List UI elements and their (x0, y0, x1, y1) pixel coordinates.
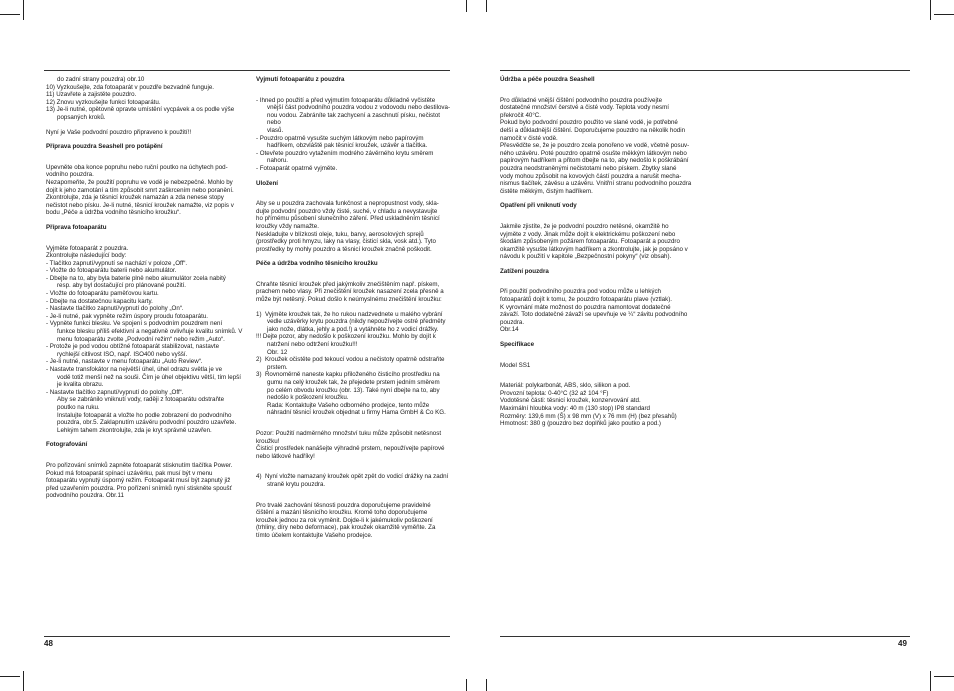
text-line: vyjměte z vody. Jinak může dojít k elektrickému poškození nebo (500, 230, 676, 238)
left-page-column-1 (46, 76, 246, 500)
text-line: fotoaparátů dojít k tomu, že pouzdro fotoaparátu plave (vztlak). (500, 296, 672, 304)
section-heading: Péče a údržba vodního těsnicího kroužku (256, 260, 378, 268)
page-number-left: 48 (44, 639, 53, 648)
spacer (256, 253, 452, 260)
text-line: Hmotnost: 380 g (pouzdro bez doplňků jako poutko a pod.) (500, 420, 661, 428)
left-page-column-2 (256, 76, 452, 540)
text-line: hadříkem, obzvláště pak těsnicí kroužek, uzávěr a tlačítka. (267, 142, 428, 150)
text-line: funkce blesku příliš efektivní a negativně ovlivňuje kvalitu snímků. V (57, 328, 243, 336)
text-line: Nezapomeňte, že použití popruhu ve vodě je nebezpečné. Mohlo by (46, 178, 233, 186)
text-line: fotoaparátu vypnutý úsporný režim. Fotoaparát musí být zapnutý již (46, 477, 231, 485)
text-line: - Pouzdro opatrně vysušte suchým látkovým nebo papírovým (256, 134, 424, 142)
text-line: okamžitě vysušte látkovým hadříkem a zkontrolujte, jak je popsáno v (500, 245, 688, 253)
crop-mark (486, 0, 487, 12)
text-line: nečistot nebo písku. Je-li nutné, těsnicí kroužek namažte, viz popis v (46, 201, 234, 209)
section-heading: Uložení (256, 179, 279, 187)
text-line: vedle uzávěrky krytu pouzdra (nikdy nepoužívejte ostré předměty (267, 318, 446, 326)
text-line: resp. aby byl dostačující pro plánované použití. (57, 282, 186, 290)
spacer (500, 275, 705, 288)
crop-mark (934, 14, 954, 15)
text-line: - Ihned po použití a před vyjmutím fotoaparátu důkladně vyčistěte (256, 96, 436, 104)
footer-rule (44, 636, 450, 637)
spacer (500, 210, 705, 223)
crop-mark (466, 0, 467, 12)
text-line: straně krytu pouzdra. (267, 480, 326, 488)
text-line: ho přímému působení slunečního záření. Před uskladněním těsnicí (256, 215, 440, 223)
text-line: vlasů. (267, 126, 284, 134)
crop-mark (0, 14, 20, 15)
text-line: ného uzávěru. Poté pouzdro opatrně osušte měkkým látkovým nebo (500, 149, 687, 157)
page-number-right: 49 (898, 639, 907, 648)
spacer (256, 187, 452, 200)
spacer (46, 232, 246, 245)
text-line: náhradní těsnicí kroužek objednat u firmy Hama GmbH & Co KG. (267, 409, 446, 417)
text-line: pouzdra, obr.5. Zaklapnutím uzávěru podvodní pouzdro uzavřete. (57, 419, 237, 427)
text-line: - Je-li nutné, nastavte v menu fotoaparátu „Auto Review“. (46, 358, 203, 366)
text-line: Maximální hloubka vody: 40 m (130 stop) IP8 standard (500, 405, 650, 412)
text-line: Lehkým tahem zkontrolujte, zda je kryt správně uzavřen. (57, 426, 212, 434)
text-line: rychlejší citlivost ISO, např. ISO400 nebo vyšší. (57, 350, 188, 358)
text-line: gumu na celý kroužek tak, že přejedete prstem jedním směrem (267, 379, 440, 386)
section-heading: Vyjmutí fotoaparátu z pouzdra (256, 76, 345, 83)
section-heading: Opatření při vniknutí vody (500, 202, 577, 210)
text-line: namočit v čisté vodě. (500, 134, 558, 142)
text-line: Pro důkladné vnější čištění podvodního pouzdra používejte (500, 96, 663, 104)
spacer (500, 261, 705, 268)
text-line: závaží. Toto dodatečné závaží se upevňuje ve ¼“ závitu podvodního (500, 311, 688, 319)
text-line: - Fotoaparát opatrně vyjměte. (256, 164, 338, 172)
text-line: Model SS1 (500, 361, 531, 369)
text-line: Pro pořizování snímků zapněte fotoaparát stisknutím tlačítka Power. (46, 461, 233, 469)
text-line: !!! Dejte pozor, aby nedošlo k poškození kroužku. Mohlo by dojít k (256, 333, 436, 341)
text-line: Vodotěsné části: těsnicí kroužek, konzervování atd. (500, 397, 641, 405)
crop-mark (486, 679, 487, 691)
crop-mark (23, 671, 24, 691)
text-line: delší a důkladnější čištění. Doporučujeme pouzdro na několik hodin (500, 126, 686, 134)
text-line: Přesvědčte se, že je pouzdro zcela ponořeno ve vodě, včetně posuv- (500, 142, 690, 150)
spacer (500, 349, 705, 362)
text-line: nedošlo k poškození kroužku. (267, 394, 349, 402)
section-heading: Zatížení pouzdra (500, 267, 549, 275)
text-line: - Otevřete pouzdro vytažením modrého závěrného krytu směrem (256, 149, 434, 157)
text-line: vodě totiž menší než na souši. Čím je úhel objektivu větší, tím lepší (57, 373, 241, 381)
crop-mark (466, 679, 467, 691)
spacer (256, 460, 452, 473)
text-line: Pro trvalé zachování těsnosti pouzdra doporučujeme pravidelné (256, 501, 431, 509)
text-line: vnější část podvodního pouzdra vodou z vodovodu nebo destilova- (267, 104, 450, 112)
text-line: (trhliny, díry nebo deformace), pak kroužek okamžitě vyměňte. Za (256, 524, 436, 532)
text-line: Zkontrolujte, zda je těsnicí kroužek namazán a zda nenese stopy (46, 194, 224, 202)
text-line: kroužek jednou za rok vyměnit. Dojde-li k jakémukoliv poškození (256, 516, 433, 524)
text-line: - Je-li nutné, pak vypněte režim úspory proudu fotoaparátu. (46, 312, 208, 320)
text-line: nahoru. (267, 157, 288, 165)
text-line: prostředky by mohly pouzdro a těsnicí kroužek značně poškodit. (256, 245, 432, 253)
text-line: 2) Kroužek očistěte pod tekoucí vodou a nečistoty opatrně odstraňte (256, 356, 445, 364)
text-line: prachem nebo vlasy. Při znečištění kroužek nasazení zcela přesně a (256, 288, 444, 296)
section-heading: Údržba a péče pouzdra Seashell (500, 76, 595, 83)
text-line: Pokud bylo podvodní pouzdro použito ve slané vodě, je potřebné (500, 119, 678, 127)
spacer (46, 217, 246, 224)
text-line: čištění a mazání těsnicího kroužku. Kromě toho doporučujeme (256, 509, 428, 517)
spacer (46, 122, 246, 129)
text-line: papírovým hadříkem a přitom dbejte na to, aby nedošlo k poškrábání (500, 157, 689, 165)
text-line: Aby se zabránilo vniknutí vody, raději z fotoaparátu odstraňte (57, 396, 225, 404)
crop-mark (23, 0, 24, 20)
text-line: překročit 40°C. (500, 111, 541, 119)
text-line: K vyrovnání máte možnost do pouzdra namontovat dodatečné (500, 303, 671, 311)
text-line: Obr. 12 (267, 348, 288, 356)
text-line: 12) Znovu vyzkoušejte funkci fotoaparátu. (46, 98, 161, 106)
text-line: jako nože, dlátka, jehly a pod.!) a vytáhněte ho z vodicí drážky. (267, 325, 439, 333)
text-line: čistěte měkkým, čistým hadříkem. (500, 187, 593, 195)
text-line: - Nastavte tlačítko zapnutí/vypnutí do polohy „On“. (46, 305, 184, 313)
text-line: Upevněte oba konce popruhu nebo ruční poutko na úchytech pod- (46, 163, 228, 171)
spacer (500, 195, 705, 202)
text-line: 11) Uzavřete a zajistěte pouzdro. (46, 91, 137, 99)
text-line: Vyjměte fotoaparát z pouzdra. (46, 244, 129, 252)
text-line: Pozor: Použití nadměrného množství tuku může způsobit netěsnost (256, 429, 442, 437)
text-line: před uzavřením pouzdra. Pro pořízení snímků nyní stiskněte spoušť (46, 484, 232, 492)
spacer (256, 268, 452, 281)
text-line: Provozní teplota: 0-40°C (32 až 104 °F) (500, 389, 609, 397)
text-line: kroužku! (256, 437, 280, 445)
text-line: poutko na ruku. (57, 403, 100, 411)
text-line: Aby se u pouzdra zachovala funkčnost a nepropustnost vody, skla- (256, 200, 439, 208)
section-heading: Fotografování (46, 441, 88, 449)
footer-rule (500, 636, 910, 637)
text-line: Rozměry: 139,6 mm (Š) x 98 mm (V) x 76 mm (H) (bez přesahů) (500, 412, 677, 420)
spacer (46, 136, 246, 143)
text-line: - Vložte do fotoaparátu baterii nebo akumulátor. (46, 267, 177, 275)
text-line: pouzdra neodstraněnými nečistotami nebo pískem. Zbytky slané (500, 164, 677, 172)
text-line: škodám způsobeným požárem fotoaparátu. Fotoaparát a pouzdro (500, 238, 680, 246)
header-rule (500, 70, 910, 71)
spacer (46, 434, 246, 441)
crop-mark (934, 676, 954, 677)
spacer (500, 84, 705, 97)
text-line: bodu „Péče a údržba vodního těsnicího kroužku“. (46, 209, 181, 217)
text-line: pouzdra. (500, 318, 525, 326)
text-line: nou vodou. Zabráníte tak zachycení a zaschnutí písku, nečistot nebo (267, 111, 442, 127)
text-line: (prostředky proti hmyzu, laky na vlasy, čisticí skla, vosk atd.). Tyto (256, 238, 436, 246)
section-heading: Příprava fotoaparátu (46, 223, 107, 231)
section-heading: Specifikace (500, 341, 535, 349)
crop-mark (930, 671, 931, 691)
section-heading: Příprava pouzdra Seashell pro potápění (46, 143, 163, 151)
text-line: podvodního pouzdra. Obr.11 (46, 492, 124, 500)
text-line: nebo látkové hadříky! (256, 452, 315, 460)
text-line: 3) Rovnoměrně naneste kapku přiloženého čisticího prostředku na (256, 371, 440, 379)
text-line: 1) Vyjměte kroužek tak, že ho rukou nadzvednete u malého vybrání (256, 310, 443, 318)
text-line: tímto účelem kontaktujte Vašeho prodejce. (256, 531, 373, 539)
spacer (500, 369, 705, 382)
text-line: - Protože je pod vodou obtížné fotoaparát stabilizovat, nastavte (46, 343, 220, 351)
text-line: vody mohou způsobit na kovových částí pouzdra a narušit mecha- (500, 172, 682, 180)
text-line: - Dbejte na to, aby byla baterie plně nebo akumulátor zcela nabitý (46, 274, 226, 282)
text-line: Nyní je Vaše podvodní pouzdro připraveno k použití!! (46, 128, 192, 136)
text-line: natržení nebo odtržení kroužku!!! (267, 341, 358, 349)
text-line: - Nastavte transfokátor na největší úhel, úhel odrazu světla je ve (46, 366, 223, 373)
spacer (46, 449, 246, 462)
spacer (500, 334, 705, 341)
text-line: Jakmile zjistíte, že je podvodní pouzdro netěsné, okamžitě ho (500, 222, 669, 230)
text-line: - Vložte do fotoaparátu paměťovou kartu. (46, 290, 159, 298)
text-line: dujte podvodní pouzdro vždy čisté, suché, v chladu a nevystavujte (256, 207, 438, 215)
text-line: 13) Je-li nutné, opětovně opravte umístění vycpávek a os podle výše (46, 106, 235, 114)
text-line: může být netěsný. Pokud došlo k neúmyslnému znečištění kroužku: (256, 296, 442, 304)
text-line: Instalujte fotoaparát a vložte ho podle zobrazení do podvodního (57, 411, 232, 419)
text-line: Při použití podvodního pouzdra pod vodou může u lehkých (500, 288, 661, 296)
spacer (256, 489, 452, 502)
text-line: Chraňte těsnicí kroužek před jakýmkoliv znečištěním např. pískem, (256, 280, 440, 288)
spacer (46, 151, 246, 164)
text-line: Zkontrolujte následující body: (46, 252, 127, 260)
text-line: do zadní strany pouzdra) obr.10 (57, 76, 145, 83)
text-line: prstem. (267, 363, 288, 371)
text-line: Rada: Kontaktujte Vašeho odborného prodejce, tento může (267, 401, 430, 409)
text-line: nismus tlačítek, závěsu a uzávěru. Vnitřní stranu podvodního pouzdra (500, 180, 692, 188)
text-line: po celém obvodu kroužku (obr. 13). Také nyní dbejte na to, aby (267, 386, 440, 394)
spacer (256, 417, 452, 430)
text-line: Čisticí prostředek nanášejte výhradně prstem, nepoužívejte papírové (256, 445, 445, 453)
crop-mark (930, 0, 931, 20)
text-line: návodu k použití v kapitole „Bezpečnostní pokyny“ (viz obsah). (500, 253, 672, 261)
text-line: Materiál: polykarbonát, ABS, sklo, silikon a pod. (500, 382, 631, 390)
text-line: dojít k jeho zamotání a tím způsobit smrt zaškrcením nebo poranění. (46, 186, 234, 194)
right-page-column-1 (500, 76, 705, 428)
text-line: dostatečné množství čerstvé a čisté vody. Teplota vody nesmí (500, 104, 669, 112)
text-line: Obr.14 (500, 326, 519, 334)
crop-mark (0, 676, 20, 677)
text-line: menu fotoaparátu zvolte „Podvodní režim“ nebo režim „Auto“. (57, 335, 225, 343)
header-rule (44, 70, 450, 71)
spacer (256, 304, 452, 311)
text-line: Neskladujte v blízkosti oleje, tuku, barvy, aerosolových sprejů (256, 230, 424, 238)
text-line: kroužky vždy namažte. (256, 222, 319, 230)
text-line: 4) Nyní vložte namazaný kroužek opět zpět do vodicí drážky na zadní (256, 473, 449, 481)
text-line: je kvalita obrazu. (57, 381, 104, 389)
text-line: vodního pouzdra. (46, 171, 94, 179)
text-line: popsaných kroků. (57, 113, 106, 121)
text-line: - Dbejte na dostatečnou kapacitu karty. (46, 297, 153, 305)
spacer (256, 84, 452, 97)
text-line: - Vypněte funkci blesku. Ve spojení s podvodním pouzdrem není (46, 320, 223, 328)
spacer (256, 173, 452, 180)
text-line: - Nastavte tlačítko zapnutí/vypnutí do polohy „Off“. (46, 388, 184, 396)
text-line: Pokud má fotoaparát spínací uzávěrku, pak musí být v menu (46, 469, 213, 477)
text-line: 10) Vyzkoušejte, zda fotoaparát v pouzdře bezvadně funguje. (46, 83, 214, 91)
text-line: - Tlačítko zapnutí/vypnutí se nachází v poloze „Off“. (46, 259, 188, 267)
